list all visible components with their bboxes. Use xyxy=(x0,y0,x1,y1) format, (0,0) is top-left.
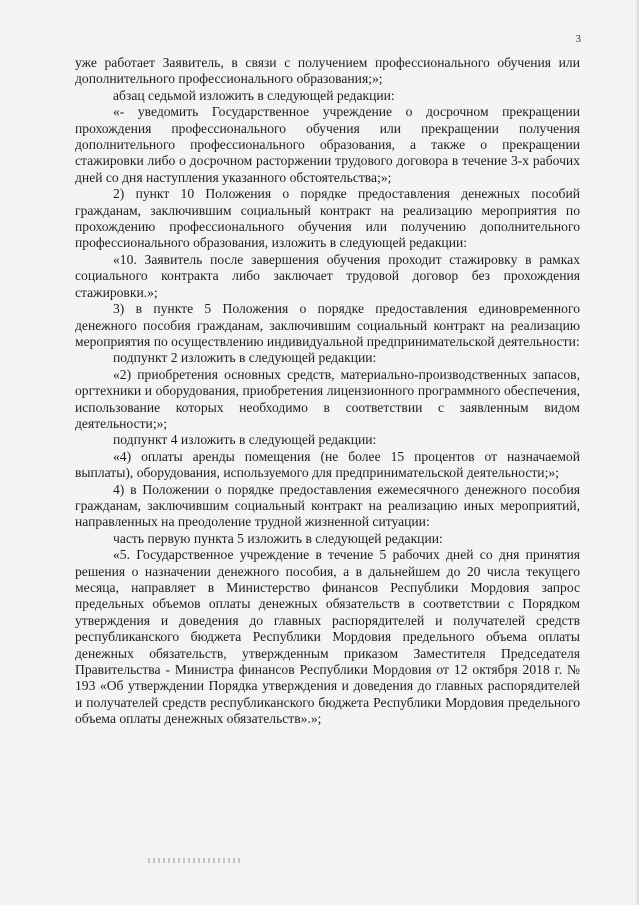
page-edge-shadow xyxy=(635,0,639,905)
paragraph-quote-subitem-4: «4) оплаты аренды помещения (не более 15 процентов от назначаемой выплаты), оборудования, используемого для предпринимательской деятельности;»; xyxy=(75,448,580,481)
paragraph-item-3: 3) в пункте 5 Положения о порядке предоставления единовременного денежного пособия гражданам, заключившим социальный контракт на реализацию мероприятия по осуществлению индивидуальной предпринимательской деятельности: xyxy=(75,301,580,349)
page-number: 3 xyxy=(575,33,581,45)
paragraph-subitem-4-intro: подпункт 4 изложить в следующей редакции: xyxy=(113,432,377,448)
paragraph-quote-notify: «- уведомить Государственное учреждение о досрочном прекращении прохождения профессионального обучения или прекращении получения дополнительного профессионального образования, а также о прекращении стажировки либо о досрочном расторжении трудового договора в течение 3-х рабочих дней со дня наступления указанного обстоятельства;»; xyxy=(75,104,580,185)
paragraph-continuation: уже работает Заявитель, в связи с получением профессионального обучения или дополнительного профессионального образования;»; xyxy=(75,55,580,87)
paragraph-quote-10: «10. Заявитель после завершения обучения проходит стажировку в рамках социального контракта либо заключает трудовой договор без прохождения стажировки.»; xyxy=(75,251,580,300)
paragraph-item-2: 2) пункт 10 Положения о порядке предоставления денежных пособий гражданам, заключившим социальный контракт на реализацию мероприятия по прохождению профессионального обучения или получению дополнительного профессионального образования, изложить в следующей редакции: xyxy=(75,186,580,251)
paragraph-part-1-intro: часть первую пункта 5 изложить в следующей редакции: xyxy=(113,530,443,546)
paragraph-quote-5: «5. Государственное учреждение в течение 5 рабочих дней со дня принятия решения о назначении денежного пособия, а в дальнейшем до 20 числа текущего месяца, направляет в Министерство финансов Республики Мордовия запрос предельных объемов оплаты денежных обязательств в соответствии с Порядком утверждения и доведения до главных распорядителей и получателей средств республиканского бюджета Республики Мордовия предельного объема оплаты денежных обязательств, утвержденным приказом Заместителя Председателя Правительства - Министра финансов Республики Мордовия от 12 октября 2018 г. № 193 «Об утверждении Порядка утверждения и доведения до главных распорядителей и получателей средств республиканского бюджета Республики Мордовия предельного объема оплаты денежных обязательств».»; xyxy=(75,547,580,727)
document-body xyxy=(75,55,580,728)
paragraph-subitem-2-intro: подпункт 2 изложить в следующей редакции: xyxy=(113,350,377,366)
paragraph-amendment-intro: абзац седьмой изложить в следующей редакции: xyxy=(113,87,395,103)
paragraph-quote-subitem-2: «2) приобретения основных средств, материально-производственных запасов, оргтехники и оборудования, приобретения лицензионного программного обеспечения, использование которых необходимо в соответствии с заявленным видом деятельности;»; xyxy=(75,366,580,431)
paragraph-item-4: 4) в Положении о порядке предоставления ежемесячного денежного пособия гражданам, заключившим социальный контракт на реализацию иных мероприятий, направленных на преодоление трудной жизненной ситуации: xyxy=(75,481,580,530)
scan-artifact xyxy=(148,858,240,863)
